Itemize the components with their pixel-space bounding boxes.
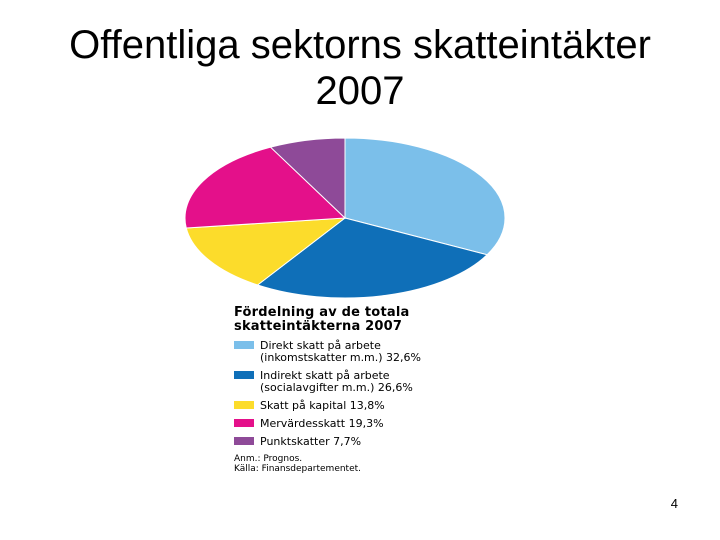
page-number: 4 — [670, 496, 678, 511]
legend-label: Mervärdesskatt 19,3% — [260, 417, 384, 430]
pie-chart — [180, 134, 510, 304]
legend-item-direct-tax — [234, 340, 494, 364]
legend-label: Skatt på kapital 13,8% — [260, 399, 385, 412]
note-line: Anm.: Prognos. — [234, 454, 303, 464]
chart-legend — [234, 306, 494, 474]
legend-label: Indirekt skatt på arbete — [260, 369, 390, 382]
legend-label: Direkt skatt på arbete — [260, 339, 381, 352]
legend-items — [234, 340, 494, 448]
legend-item-capital-tax — [234, 400, 494, 412]
chart-title — [234, 306, 494, 334]
slide-title-line1: Offentliga sektorns skatteintäkter — [69, 23, 651, 67]
chart-note — [234, 454, 494, 474]
legend-label: (inkomstskatter m.m.) 32,6% — [260, 351, 422, 364]
legend-item-vat — [234, 418, 494, 430]
legend-swatch — [234, 341, 254, 349]
slide-title — [0, 22, 720, 114]
slide-title-line2: 2007 — [315, 69, 405, 113]
legend-swatch — [234, 437, 254, 445]
legend-label: Punktskatter 7,7% — [260, 435, 362, 448]
legend-item-excise — [234, 436, 494, 448]
legend-swatch — [234, 401, 254, 409]
legend-swatch — [234, 419, 254, 427]
legend-item-indirect-tax — [234, 370, 494, 394]
legend-label: (socialavgifter m.m.) 26,6% — [260, 381, 413, 394]
note-line: Källa: Finansdepartementet. — [234, 464, 362, 474]
chart-title-line2: skatteintäkterna 2007 — [234, 319, 403, 334]
legend-swatch — [234, 371, 254, 379]
chart-title-line1: Fördelning av de totala — [234, 305, 410, 320]
